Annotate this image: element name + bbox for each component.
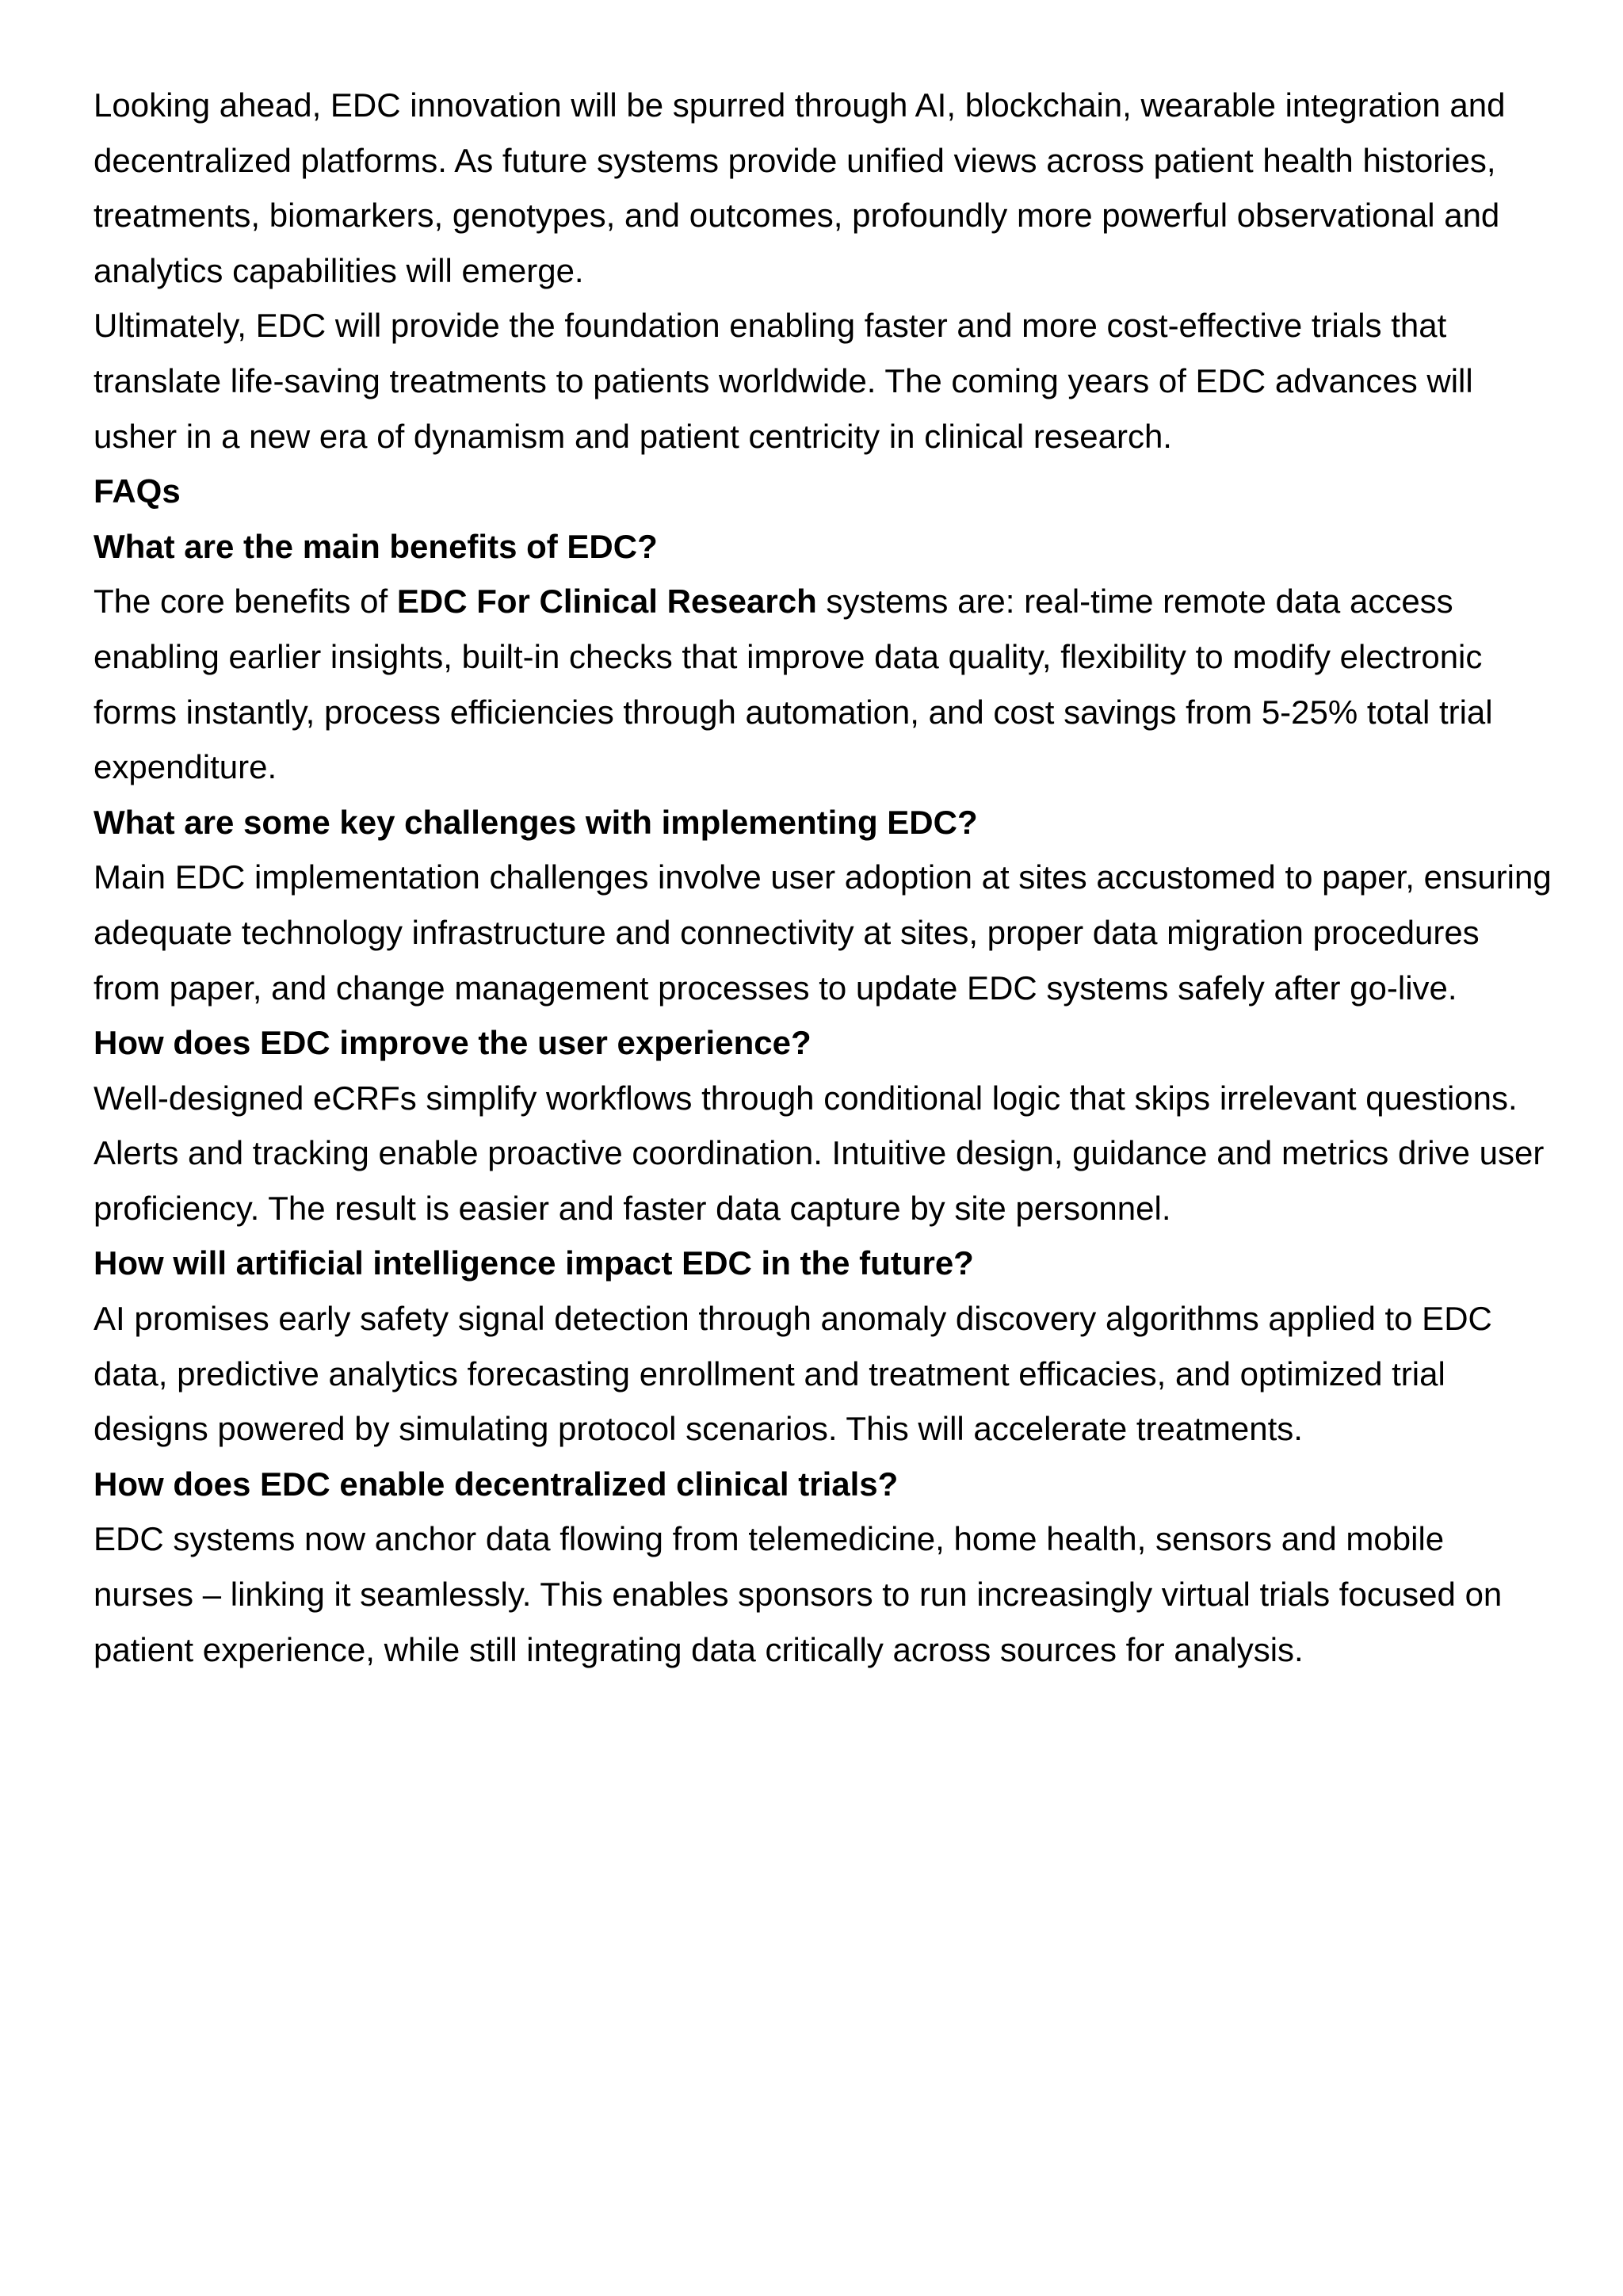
faq-question-1: What are the main benefits of EDC? <box>94 527 658 565</box>
faq-question-2: What are some key challenges with implementing EDC? <box>94 803 978 841</box>
faqs-heading: FAQs <box>94 472 181 510</box>
faq-question-5: How does EDC enable decentralized clinical trials? <box>94 1465 899 1503</box>
document-page <box>94 78 1552 1677</box>
faq-question-3: How does EDC improve the user experience? <box>94 1024 812 1062</box>
faq-answer-1-prefix: The core benefits of <box>94 583 397 621</box>
faq-answer-1 <box>94 574 1552 794</box>
faq-answer-2: Main EDC implementation challenges involve user adoption at sites accustomed to paper, ensuring adequate technology infrastructure and connectivity at sites, proper data migration procedures from paper, and change management processes to update EDC systems safely after go-live. <box>94 858 1552 1007</box>
faq-question-4: How will artificial intelligence impact EDC in the future? <box>94 1244 974 1282</box>
faq-answer-1-strong: EDC For Clinical Research <box>396 583 817 621</box>
faq-answer-1-suffix: systems are: real-time remote data access enabling earlier insights, built-in checks that improve data quality, flexibility to modify electronic forms instantly, process efficiencies through automation, and cost savings from 5-25% total trial expenditure. <box>94 583 1493 786</box>
faq-answer-3: Well-designed eCRFs simplify workflows through conditional logic that skips irrelevant questions. Alerts and tracking enable proactive coordination. Intuitive design, guidance and metrics drive user proficiency. The result is easier and faster data capture by site personnel. <box>94 1079 1545 1227</box>
intro-paragraph-2: Ultimately, EDC will provide the foundation enabling faster and more cost-effective trials that translate life-saving treatments to patients worldwide. The coming years of EDC advances will usher in a new era of dynamism and patient centricity in clinical research. <box>94 307 1473 455</box>
intro-paragraph-1: Looking ahead, EDC innovation will be spurred through AI, blockchain, wearable integration and decentralized platforms. As future systems provide unified views across patient health histories, treatments, biomarkers, genotypes, and outcomes, profoundly more powerful observational and analytics capabilities will emerge. <box>94 86 1506 289</box>
faq-answer-4: AI promises early safety signal detection through anomaly discovery algorithms applied to EDC data, predictive analytics forecasting enrollment and treatment efficacies, and optimized trial designs powered by simulating protocol scenarios. This will accelerate treatments. <box>94 1300 1492 1448</box>
faq-answer-5: EDC systems now anchor data flowing from telemedicine, home health, sensors and mobile nurses – linking it seamlessly. This enables sponsors to run increasingly virtual trials focused on patient experience, while still integrating data critically across sources for analysis. <box>94 1520 1503 1668</box>
